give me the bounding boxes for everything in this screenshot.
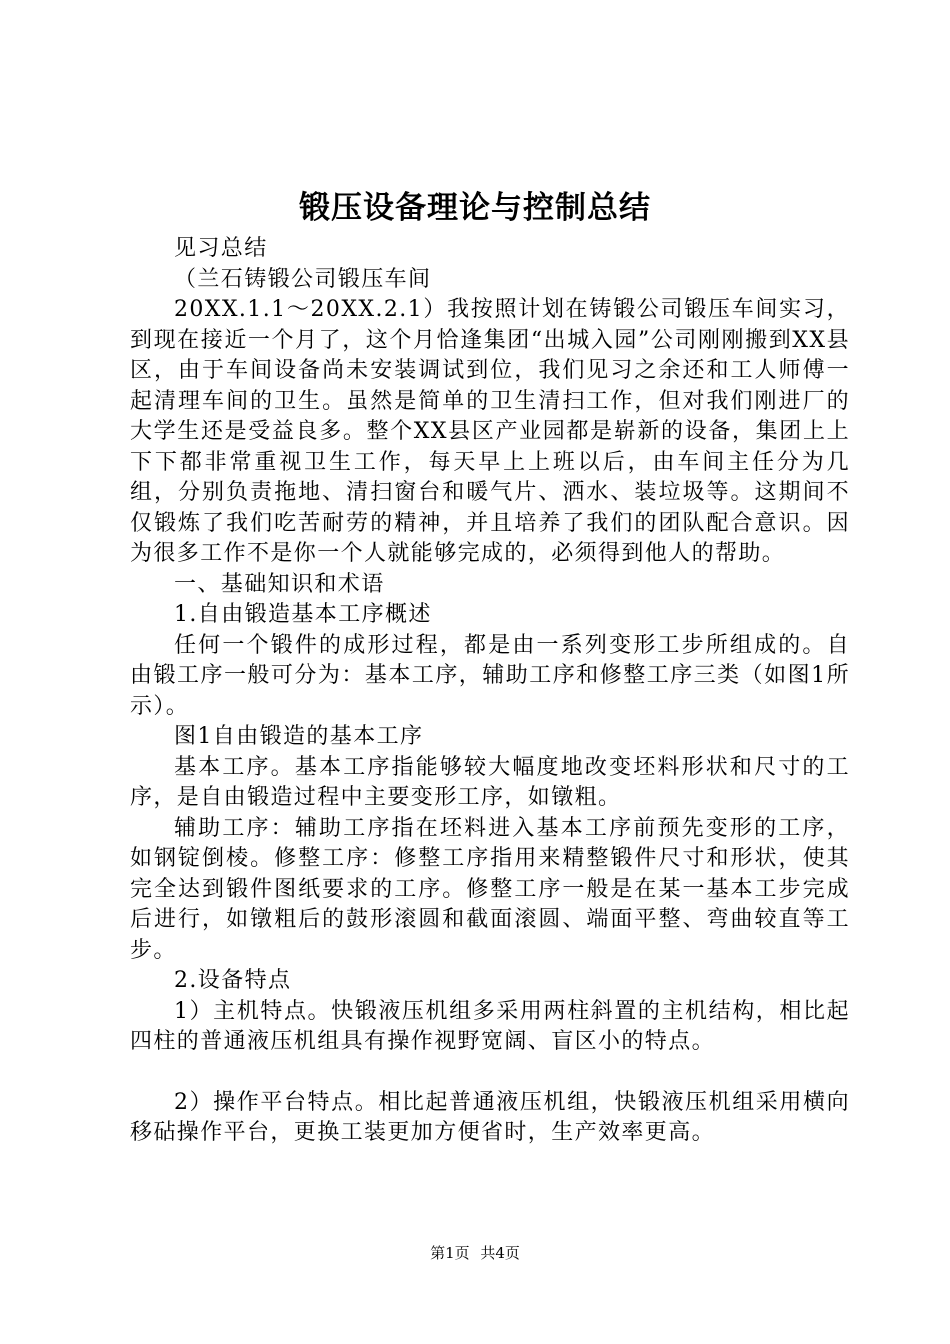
subsection-heading-forging-process: 1.自由锻造基本工序概述 — [174, 602, 432, 627]
document-body — [130, 234, 850, 1149]
subsection-heading-equipment: 2.设备特点 — [174, 968, 292, 993]
section-heading-basics: 一、基础知识和术语 — [174, 571, 385, 597]
paragraph-location: （兰石铸锻公司锻压车间 — [174, 266, 432, 292]
paragraph-main-machine: 1）主机特点。快锻液压机组多采用两柱斜置的主机结构，相比起四柱的普通液压机组具有操作视野宽阔、盲区小的特点。 — [130, 998, 850, 1054]
page-total: 共4页 — [480, 1244, 520, 1262]
page-footer — [0, 1242, 950, 1264]
figure-caption: 图1自由锻造的基本工序 — [174, 724, 424, 749]
paragraph-forging-process: 任何一个锻件的成形过程，都是由一系列变形工步所组成的。自由锻工序一般可分为：基本工序，辅助工序和修整工序三类（如图1所示）。 — [130, 632, 850, 719]
paragraph-operating-platform: 2）操作平台特点。相比起普通液压机组，快锻液压机组采用横向移砧操作平台，更换工装更加方便省时，生产效率更高。 — [130, 1089, 850, 1145]
paragraph-auxiliary-process: 辅助工序：辅助工序指在坯料进入基本工序前预先变形的工序，如钢锭倒棱。修整工序：修整工序指用来精整锻件尺寸和形状，使其完全达到锻件图纸要求的工序。修整工序一般是在某一基本工步完成后进行，如镦粗后的鼓形滚圆和截面滚圆、端面平整、弯曲较直等工步。 — [130, 815, 850, 963]
paragraph-intro: 20XX.1.1～20XX.2.1）我按照计划在铸锻公司锻压车间实习，到现在接近一个月了，这个月恰逢集团“出城入园”公司刚刚搬到XX县区，由于车间设备尚未安装调试到位，我们见习之余还和工人师傅一起清理车间的卫生。虽然是简单的卫生清扫工作，但对我们刚进厂的大学生还是受益良多。整个XX县区产业园都是崭新的设备，集团上上下下都非常重视卫生工作，每天早上上班以后，由车间主任分为几组，分别负责拖地、清扫窗台和暖气片、洒水、装垃圾等。这期间不仅锻炼了我们吃苦耐劳的精神，并且培养了我们的团队配合意识。因为很多工作不是你一个人就能够完成的，必须得到他人的帮助。 — [130, 297, 850, 566]
document-title: 锻压设备理论与控制总结 — [299, 190, 651, 226]
paragraph-basic-process: 基本工序。基本工序指能够较大幅度地改变坯料形状和尺寸的工序，是自由锻造过程中主要变形工序，如镦粗。 — [130, 754, 850, 810]
page-number: 第1页 — [430, 1244, 470, 1262]
paragraph-heading-internship-summary: 见习总结 — [174, 236, 268, 261]
